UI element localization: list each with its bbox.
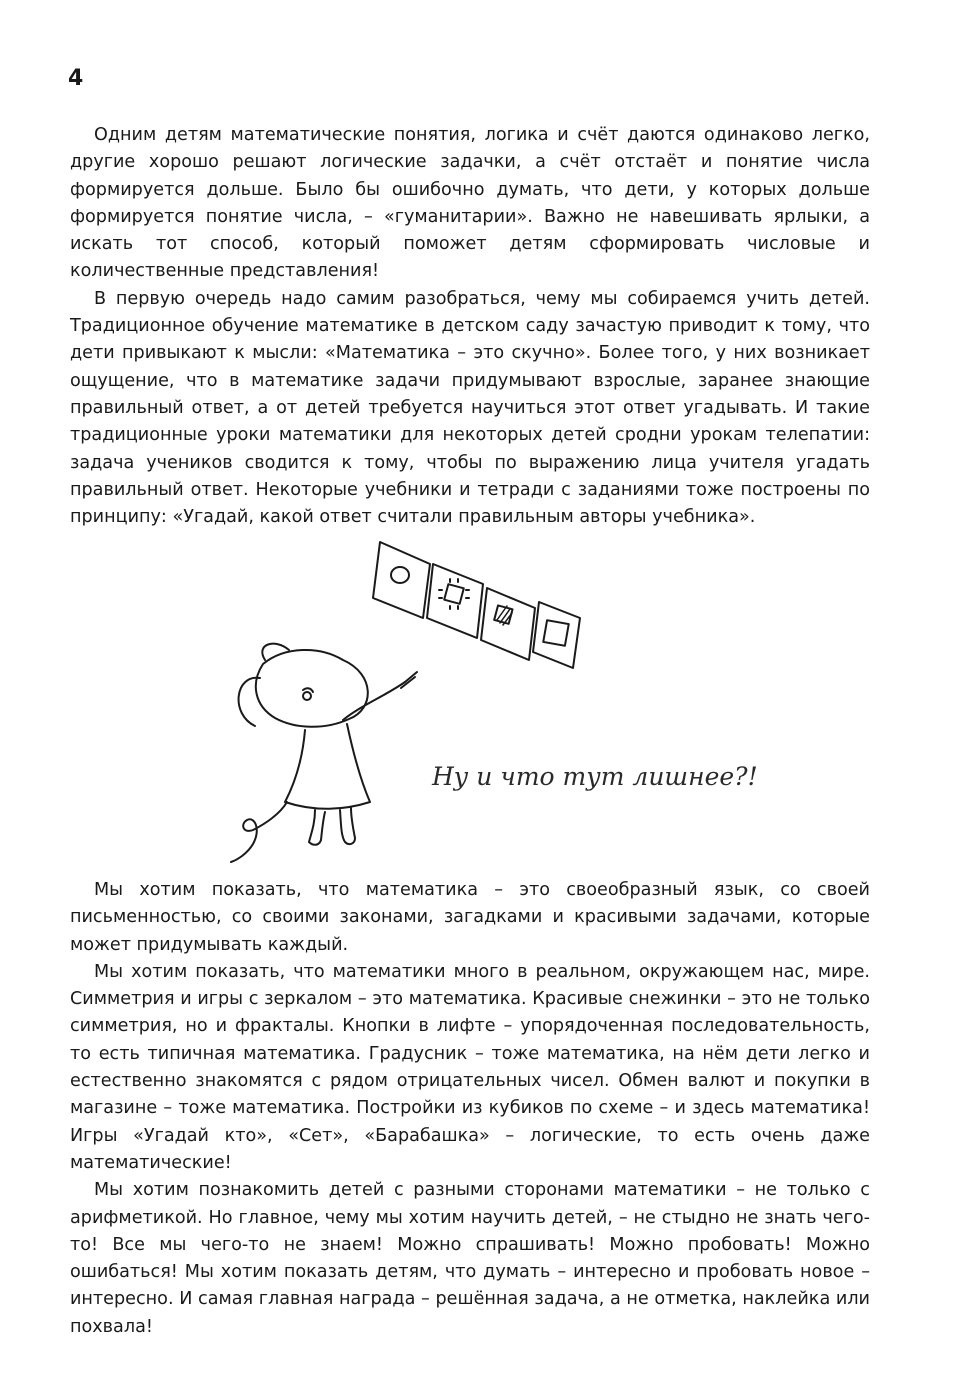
- paragraph: Мы хотим показать, что математики много в реальном, окружающем нас, мире. Симметрия и игры с зеркалом – это математика. Красивые снежинки – это не только симметрия, но и фракталы. Кнопки в лифте – упорядоченная последовательность, то есть типичная математика. Градусник – тоже математика, на нём дети легко и естественно знакомятся с рядом отрицательных чисел. Обмен валют и покупки в магазине – тоже математика. Постройки из кубиков по схеме – и здесь математика! Игры «Угадай кто», «Сет», «Барабашка» – логические, то есть очень даже математические!: [70, 961, 870, 1173]
- paragraph: В первую очередь надо самим разобраться, чему мы собираемся учить детей. Традиционное обучение математике в детском саду зачастую приводит к тому, что дети привыкают к мысли: «Математика – это скучно». Более того, у них возникает ощущение, что в математике задачи придумывают взрослые, заранее знающие правильный ответ, а от детей требуется научиться этот ответ угадывать. И такие традиционные уроки математики для некоторых детей сродни урокам телепатии: задача учеников сводится к тому, чтобы по выражению лица учителя угадать правильный ответ. Некоторые учебники и тетради с заданиями тоже построены по принципу: «Угадай, какой ответ считали правильным авторы учебника».: [70, 288, 870, 528]
- illustration-caption: Ну и что тут лишнее?!: [432, 762, 758, 791]
- card-square-icon: [533, 602, 580, 668]
- card-circle-icon: [373, 542, 430, 618]
- mouse-icon: [231, 644, 417, 862]
- page-number: 4: [68, 66, 84, 91]
- text-block-top: [70, 122, 870, 531]
- mouse-illustration: [225, 534, 605, 874]
- text-block-bottom: [70, 877, 870, 1341]
- card-gear-icon: [427, 564, 483, 638]
- paragraph: Одним детям математические понятия, логика и счёт даются одинаково легко, другие хорошо решают логические задачки, а счёт отстаёт и понятие числа формируется дольше. Было бы ошибочно думать, что дети, у которых дольше формируется понятие числа, – «гуманитарии». Важно не навешивать ярлыки, а искать тот способ, который поможет детям сформировать числовые и количественные представления!: [70, 125, 870, 282]
- card-hatched-square-icon: [481, 588, 535, 660]
- paragraph: Мы хотим познакомить детей с разными сторонами математики – не только с арифметикой. Но главное, чему мы хотим научить детей, – не стыдно не знать чего-то! Все мы чего-то не знаем! Можно спрашивать! Можно пробовать! Можно ошибаться! Мы хотим показать детям, что думать – интересно и пробовать новое – интересно. И самая главная награда – решённая задача, а не отметка, наклейка или похвала!: [70, 1180, 870, 1337]
- paragraph: Мы хотим показать, что математика – это своеобразный язык, со своей письменностью, со своими законами, загадками и красивыми задачами, которые может придумывать каждый.: [70, 880, 870, 955]
